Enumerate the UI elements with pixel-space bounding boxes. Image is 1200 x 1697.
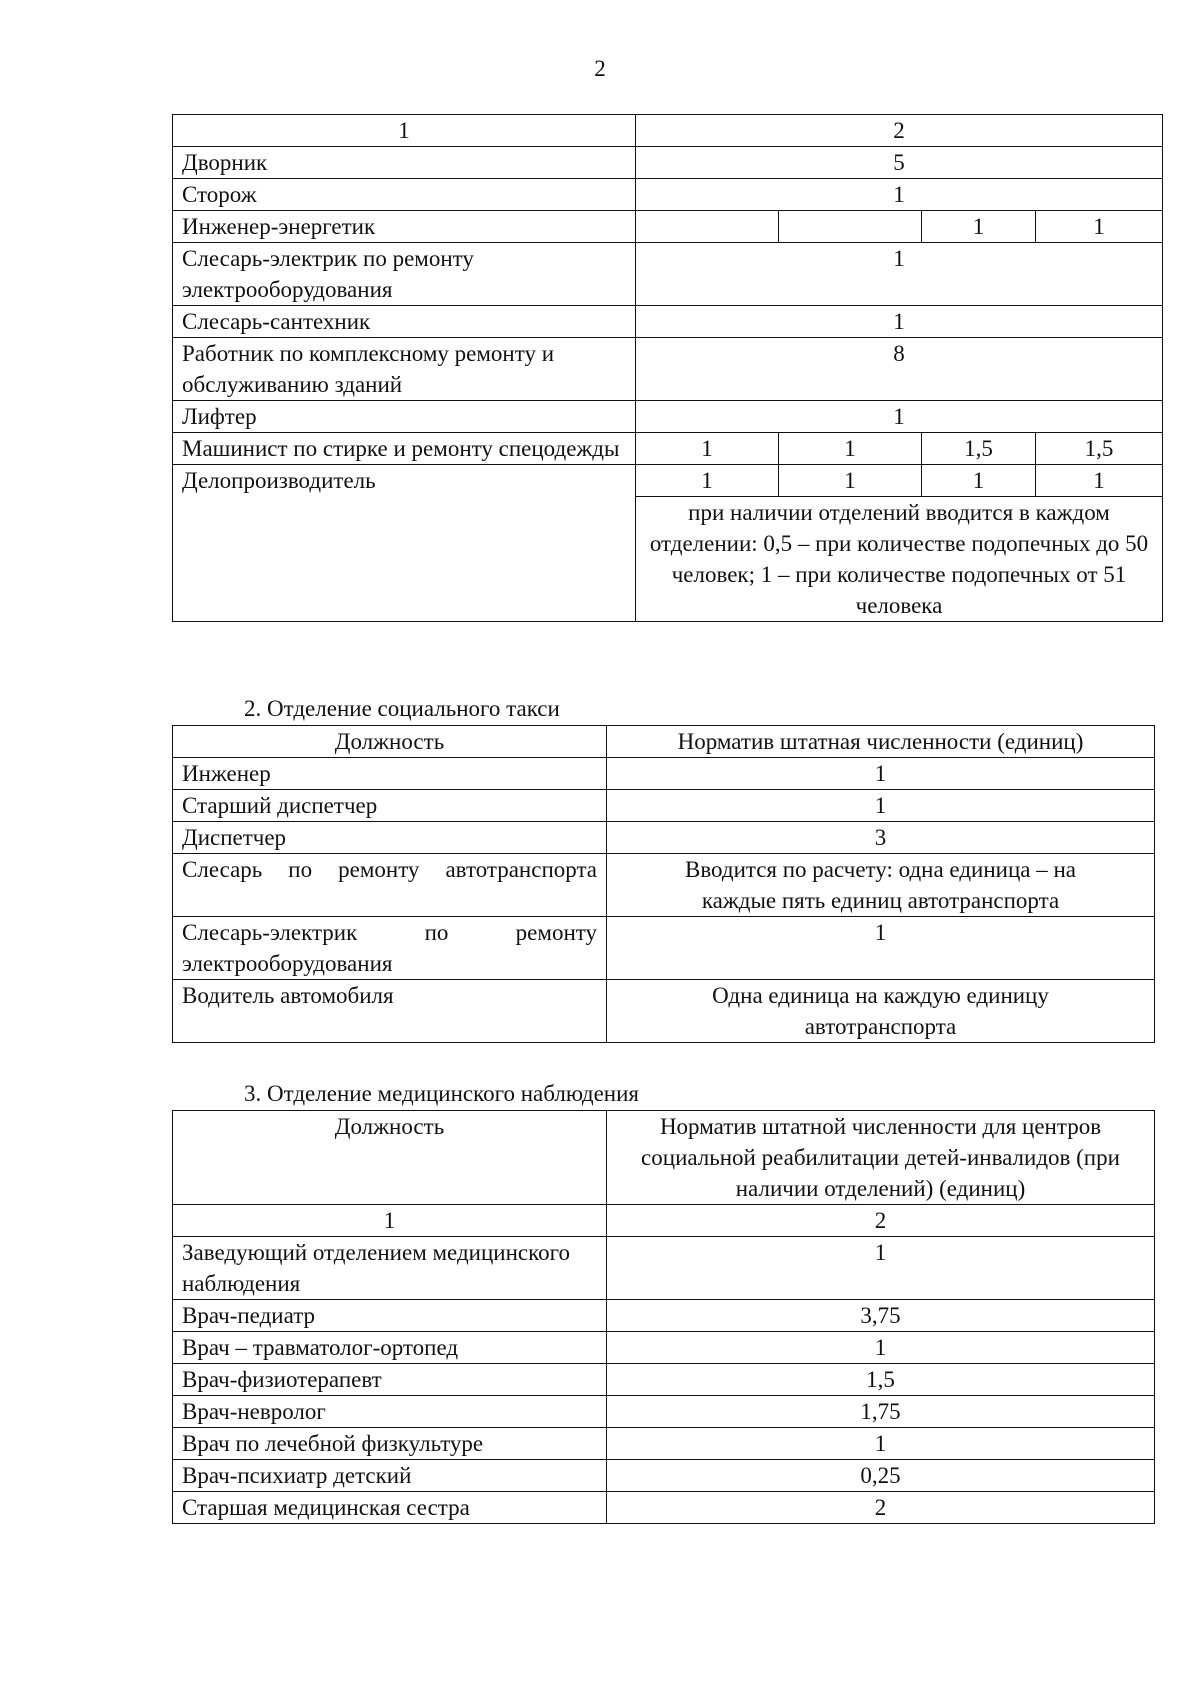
- position-label: Сторож: [173, 179, 636, 211]
- table-header-row: [173, 1111, 1155, 1205]
- column-header-norm: Норматив штатная численности (единиц): [607, 726, 1155, 758]
- staff-value: 1: [1036, 465, 1163, 497]
- table-row: [173, 1460, 1155, 1492]
- staff-value: 1: [636, 465, 779, 497]
- table-row: [173, 401, 1163, 433]
- staff-value: 1: [779, 433, 922, 465]
- table-row: [173, 1364, 1155, 1396]
- staff-value: 1,75: [607, 1396, 1155, 1428]
- table-row: [173, 790, 1155, 822]
- position-label: Врач по лечебной физкультуре: [173, 1428, 607, 1460]
- staff-value: 1: [607, 1332, 1155, 1364]
- staff-value: 1: [636, 433, 779, 465]
- staff-value: 1: [636, 179, 1163, 211]
- staff-value: 1: [607, 758, 1155, 790]
- position-label: Слесарь-электрик по ремонту электрооборудования: [173, 917, 607, 980]
- staff-value: 1: [636, 306, 1163, 338]
- position-label: Врач-педиатр: [173, 1300, 607, 1332]
- staff-value: 1: [607, 917, 1155, 980]
- position-label: Слесарь по ремонту автотранспорта: [173, 854, 607, 917]
- staff-value: 1,5: [1036, 433, 1163, 465]
- position-label: Врач-психиатр детский: [173, 1460, 607, 1492]
- table-row: [173, 758, 1155, 790]
- position-label: Врач-физиотерапевт: [173, 1364, 607, 1396]
- table-row: [173, 980, 1155, 1043]
- staff-note: при наличии отделений вводится в каждом отделении: 0,5 – при количестве подопечных до 50 человек; 1 – при количестве подопечных от 51 человека: [636, 497, 1163, 622]
- position-label: Машинист по стирке и ремонту спецодежды: [173, 433, 636, 465]
- column-number-1: 1: [173, 1205, 607, 1237]
- position-label: Инженер: [173, 758, 607, 790]
- table-row: [173, 243, 1163, 306]
- staff-value: 2: [607, 1492, 1155, 1524]
- table-row: [173, 1237, 1155, 1300]
- table-row: [173, 1492, 1155, 1524]
- staff-value: 3,75: [607, 1300, 1155, 1332]
- position-label: Работник по комплексному ремонту и обслуживанию зданий: [173, 338, 636, 401]
- table-row: [173, 1300, 1155, 1332]
- position-label: Старший диспетчер: [173, 790, 607, 822]
- staff-value: 1: [607, 1428, 1155, 1460]
- staff-value: 1: [922, 211, 1036, 243]
- staff-value: 1: [636, 401, 1163, 433]
- staff-value: 8: [636, 338, 1163, 401]
- table-row: [173, 917, 1155, 980]
- position-label: Инженер-энергетик: [173, 211, 636, 243]
- position-label: Слесарь-сантехник: [173, 306, 636, 338]
- staffing-table-medical-observation: [172, 1110, 1155, 1524]
- staffing-table-continuation: [172, 114, 1163, 622]
- table-header-row: [173, 726, 1155, 758]
- staff-value: 1,5: [607, 1364, 1155, 1396]
- staff-value: 1: [636, 243, 1163, 306]
- table-row: [173, 1396, 1155, 1428]
- staff-value: 1,5: [922, 433, 1036, 465]
- position-label: Врач-невролог: [173, 1396, 607, 1428]
- table-row: [173, 1428, 1155, 1460]
- staff-value: 5: [636, 147, 1163, 179]
- table-row: [173, 147, 1163, 179]
- column-number-2: 2: [607, 1205, 1155, 1237]
- position-label: Врач – травматолог-ортопед: [173, 1332, 607, 1364]
- column-header-position: Должность: [173, 726, 607, 758]
- staff-value: 1: [607, 790, 1155, 822]
- staff-value: 1: [607, 1237, 1155, 1300]
- table-row: [173, 338, 1163, 401]
- position-label: Дворник: [173, 147, 636, 179]
- position-label: Заведующий отделением медицинского наблюдения: [173, 1237, 607, 1300]
- staff-value: Вводится по расчету: одна единица – на каждые пять единиц автотранспорта: [607, 854, 1155, 917]
- staff-value: Одна единица на каждую единицу автотранспорта: [607, 980, 1155, 1043]
- table-header-row: [173, 115, 1163, 147]
- staff-value: 1: [922, 465, 1036, 497]
- section-heading-social-taxi: 2. Отделение социального такси: [244, 696, 560, 721]
- table-row: [173, 433, 1163, 465]
- column-header-norm: Норматив штатной численности для центров социальной реабилитации детей-инвалидов (при наличии отделений) (единиц): [607, 1111, 1155, 1205]
- table-row: [173, 306, 1163, 338]
- staff-value: 1: [779, 465, 922, 497]
- section-heading-medical-observation: 3. Отделение медицинского наблюдения: [244, 1081, 639, 1106]
- staff-value: [636, 211, 779, 243]
- table-row: [173, 465, 1163, 497]
- position-label: Слесарь-электрик по ремонту электрооборудования: [173, 243, 636, 306]
- table-numbering-row: [173, 1205, 1155, 1237]
- staff-value: [779, 211, 922, 243]
- staff-value: 1: [1036, 211, 1163, 243]
- table-row: [173, 1332, 1155, 1364]
- position-label: Диспетчер: [173, 822, 607, 854]
- page-number: 2: [594, 56, 606, 81]
- staffing-table-social-taxi: [172, 725, 1155, 1043]
- column-number-2: 2: [636, 115, 1163, 147]
- position-label: Делопроизводитель: [173, 465, 636, 622]
- column-header-position: Должность: [173, 1111, 607, 1205]
- table-row: [173, 211, 1163, 243]
- position-label: Лифтер: [173, 401, 636, 433]
- position-label: Водитель автомобиля: [173, 980, 607, 1043]
- table-row: [173, 854, 1155, 917]
- position-label: Старшая медицинская сестра: [173, 1492, 607, 1524]
- table-row: [173, 179, 1163, 211]
- staff-value: 0,25: [607, 1460, 1155, 1492]
- staff-value: 3: [607, 822, 1155, 854]
- column-number-1: 1: [173, 115, 636, 147]
- table-row: [173, 822, 1155, 854]
